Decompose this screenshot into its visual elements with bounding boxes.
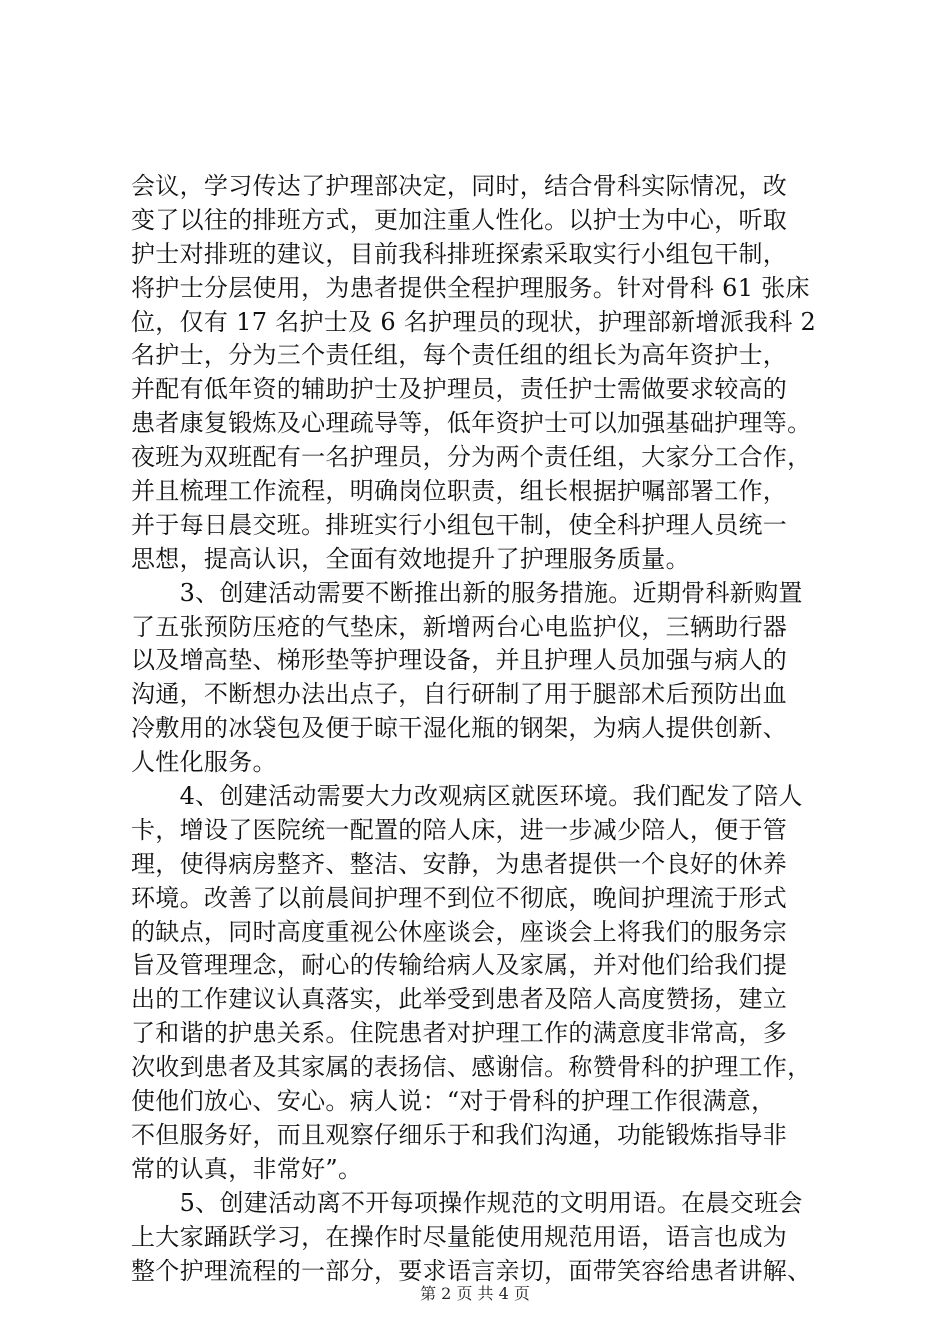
- text-line: 环境。改善了以前晨间护理不到位不彻底，晚间护理流于形式: [131, 883, 788, 912]
- text-line: 沟通，不断想办法出点子，自行研制了用于腿部术后预防出血: [131, 680, 788, 709]
- text-line: 会议，学习传达了护理部决定，同时，结合骨科实际情况，改: [131, 172, 788, 200]
- text-line: 上大家踊跃学习，在操作时尽量能使用规范用语，语言也成为: [131, 1222, 788, 1251]
- text-line: 出的工作建议认真落实，此举受到患者及陪人高度赞扬，建立: [131, 985, 788, 1014]
- text-line: 变了以往的排班方式，更加注重人性化。以护士为中心，听取: [131, 205, 788, 234]
- text-line: 夜班为双班配有一名护理员，分为两个责任组，大家分工合作，: [131, 443, 812, 472]
- text-line: 将护士分层使用，为患者提供全程护理服务。针对骨科 61 张床: [131, 273, 810, 302]
- text-line: 不但服务好，而且观察仔细乐于和我们沟通，功能锻炼指导非: [131, 1120, 788, 1149]
- text-line: 常的认真，非常好”。: [131, 1154, 363, 1183]
- text-line: 人性化服务。: [131, 748, 277, 777]
- text-line: 位，仅有 17 名护士及 6 名护理员的现状，护理部新增派我科 2: [131, 307, 817, 336]
- text-line: 次收到患者及其家属的表扬信、感谢信。称赞骨科的护理工作，: [131, 1053, 812, 1082]
- text-line: 并且梳理工作流程，明确岗位职责，组长根据护嘱部署工作，: [131, 477, 788, 506]
- text-line: 4、创建活动需要大力改观病区就医环境。我们配发了陪人: [131, 782, 803, 811]
- text-line: 了和谐的护患关系。住院患者对护理工作的满意度非常高，多: [131, 1019, 788, 1048]
- text-line: 名护士，分为三个责任组，每个责任组的组长为高年资护士，: [131, 341, 788, 370]
- page-number: 第 2 页 共 4 页: [420, 1284, 530, 1303]
- text-line: 旨及管理理念，耐心的传输给病人及家属，并对他们给我们提: [131, 951, 788, 980]
- text-line: 了五张预防压疮的气垫床，新增两台心电监护仪，三辆助行器: [131, 612, 788, 641]
- text-line: 并配有低年资的辅助护士及护理员，责任护士需做要求较高的: [131, 375, 788, 404]
- text-line: 5、创建活动离不开每项操作规范的文明用语。在晨交班会: [131, 1188, 803, 1217]
- text-line: 3、创建活动需要不断推出新的服务措施。近期骨科新购置: [131, 578, 803, 607]
- body-text: [131, 170, 846, 1288]
- text-line: 冷敷用的冰袋包及便于晾干湿化瓶的钢架，为病人提供创新、: [131, 714, 788, 743]
- page-footer: [0, 1284, 950, 1304]
- text-line: 使他们放心、安心。病人说：“对于骨科的护理工作很满意，: [131, 1087, 776, 1116]
- text-line: 的缺点，同时高度重视公休座谈会，座谈会上将我们的服务宗: [131, 917, 788, 946]
- text-line: 思想，提高认识，全面有效地提升了护理服务质量。: [131, 544, 690, 573]
- text-line: 理，使得病房整齐、整洁、安静，为患者提供一个良好的休养: [131, 849, 788, 878]
- text-line: 护士对排班的建议，目前我科排班探索采取实行小组包干制，: [131, 239, 788, 268]
- text-line: 整个护理流程的一部分，要求语言亲切，面带笑容给患者讲解、: [131, 1256, 812, 1285]
- text-line: 并于每日晨交班。排班实行小组包干制，使全科护理人员统一: [131, 510, 788, 539]
- text-line: 卡，增设了医院统一配置的陪人床，进一步减少陪人，便于管: [131, 815, 788, 844]
- text-line: 以及增高垫、梯形垫等护理设备，并且护理人员加强与病人的: [131, 646, 788, 675]
- text-line: 患者康复锻炼及心理疏导等，低年资护士可以加强基础护理等。: [131, 409, 812, 438]
